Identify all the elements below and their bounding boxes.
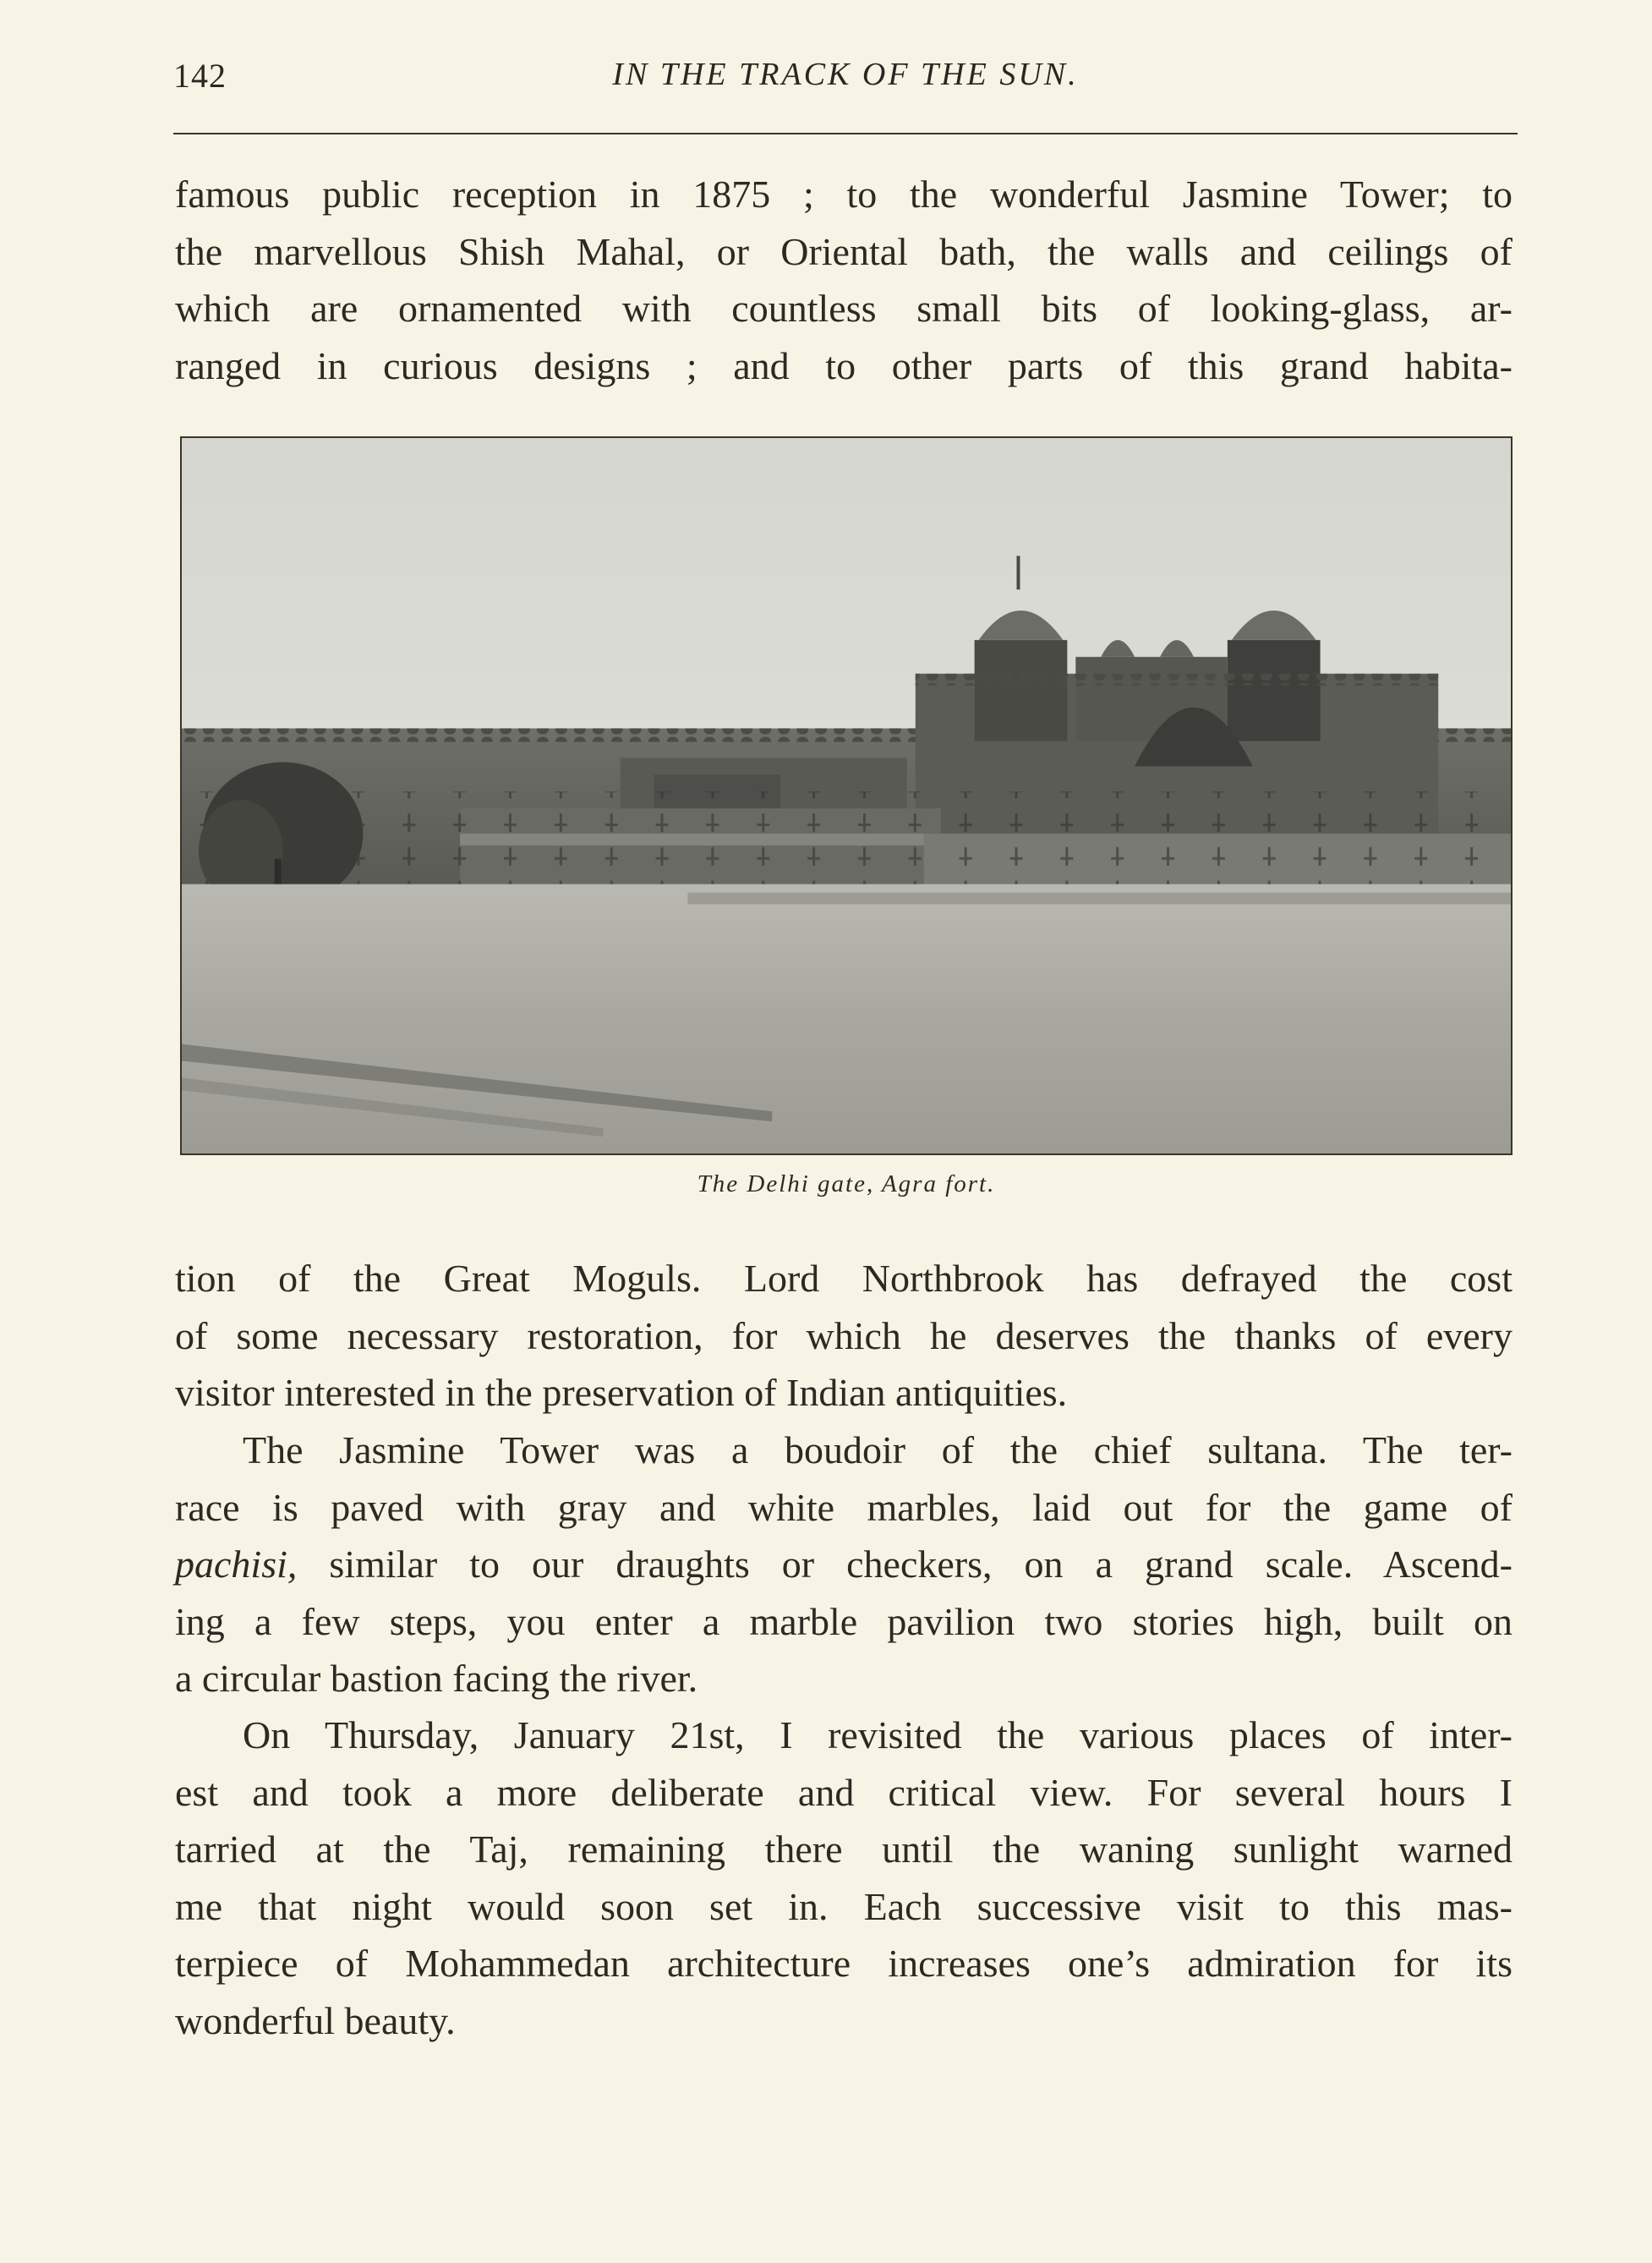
text-line: which are ornamented with countless small bits of looking-glass, ar- bbox=[175, 287, 1513, 331]
text-fragment: similar to our draughts or checkers, on a grand scale. Ascend- bbox=[297, 1542, 1513, 1586]
figure-caption: The Delhi gate, Agra fort. bbox=[697, 1170, 996, 1197]
text-line: race is paved with gray and white marbles, laid out for the game of bbox=[175, 1485, 1513, 1529]
text-line: ranged in curious designs ; and to other parts of this grand habita- bbox=[175, 343, 1513, 387]
text-line: wonderful beauty. bbox=[175, 1998, 456, 2042]
text-line: The Jasmine Tower was a boudoir of the chief sultana. The ter- bbox=[243, 1428, 1513, 1471]
text-line: the marvellous Shish Mahal, or Oriental bath, the walls and ceilings of bbox=[175, 229, 1513, 273]
text-line: est and took a more deliberate and critical view. For several hours I bbox=[175, 1770, 1513, 1814]
text-line-with-italic bbox=[175, 1536, 1513, 1593]
text-line: of some necessary restoration, for which he deserves the thanks of every bbox=[175, 1313, 1513, 1357]
text-line: On Thursday, January 21st, I revisited the various places of inter- bbox=[243, 1713, 1513, 1756]
italic-term-pachisi: pachisi, bbox=[175, 1542, 298, 1586]
photo-delhi-gate bbox=[180, 436, 1513, 1155]
page-number: 142 bbox=[173, 57, 227, 95]
text-line: ing a few steps, you enter a marble pavilion two stories high, built on bbox=[175, 1599, 1513, 1643]
paragraph-top bbox=[175, 166, 1513, 394]
text-line: famous public reception in 1875 ; to the wonderful Jasmine Tower; to bbox=[175, 173, 1513, 216]
running-head bbox=[173, 56, 1518, 98]
header-rule bbox=[173, 133, 1518, 134]
fort-photograph bbox=[182, 438, 1511, 1153]
paragraph-1 bbox=[175, 1250, 1513, 1422]
text-line: me that night would soon set in. Each successive visit to this mas- bbox=[175, 1884, 1513, 1928]
running-title: IN THE TRACK OF THE SUN. bbox=[612, 57, 1079, 92]
text-line: tarried at the Taj, remaining there until the waning sunlight warned bbox=[175, 1827, 1513, 1871]
paragraph-2 bbox=[175, 1422, 1513, 1707]
text-line: a circular bastion facing the river. bbox=[175, 1657, 698, 1701]
text-line: visitor interested in the preservation of Indian antiquities. bbox=[175, 1371, 1068, 1415]
text-line: terpiece of Mohammedan architecture increases one’s admiration for its bbox=[175, 1942, 1513, 1986]
paragraph-3 bbox=[175, 1707, 1513, 2050]
text-line: tion of the Great Moguls. Lord Northbrook has defrayed the cost bbox=[175, 1257, 1513, 1300]
